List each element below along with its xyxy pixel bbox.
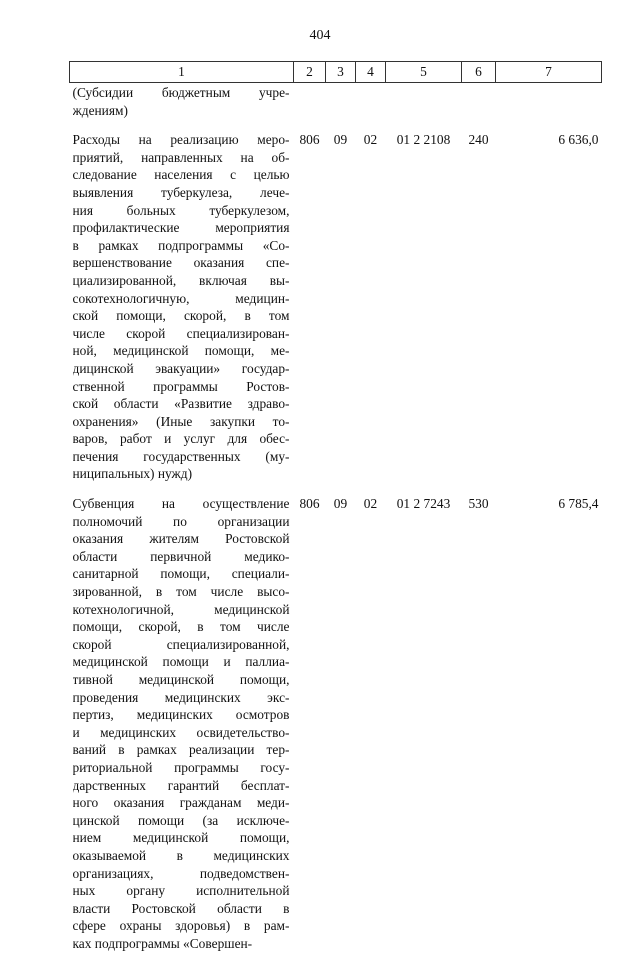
- cell-section: 09: [333, 496, 348, 512]
- cell-amount: 6 785,4: [558, 496, 599, 512]
- text-line: циализированной, включая вы-: [72, 272, 290, 288]
- column-header-7: 7: [496, 62, 602, 83]
- table-row: [70, 119, 602, 483]
- text-line: ждениям): [72, 102, 128, 118]
- text-line: сфере охраны здоровья) в рам-: [72, 918, 290, 934]
- page-number: 404: [309, 28, 331, 43]
- text-line: следование населения с целью: [72, 167, 290, 183]
- cell-subsection: 02: [363, 496, 378, 512]
- table-row: [70, 483, 602, 952]
- text-line: и медицинских освидетельство-: [72, 724, 290, 740]
- text-line: зированной, в том числе высо-: [72, 584, 290, 600]
- text-line: приятий, направленных на об-: [72, 149, 290, 165]
- text-line: полномочий по организации: [72, 513, 290, 529]
- cell-amount: [496, 83, 602, 120]
- column-header-3: 3: [326, 62, 356, 83]
- row-description: [70, 83, 294, 120]
- text-line: ния больных туберкулезом,: [72, 202, 290, 218]
- text-line: помощи, скорой, в том числе: [72, 619, 290, 635]
- text-line: охранения» (Иные закупки то-: [72, 413, 290, 429]
- column-header-1: 1: [70, 62, 294, 83]
- cell-section: 09: [333, 132, 348, 148]
- cell-ministry-code: [294, 83, 326, 120]
- budget-table: [69, 61, 602, 953]
- text-line: организациях, подведомствен-: [72, 865, 290, 881]
- text-line: скорой специализированной,: [72, 636, 290, 652]
- cell-expense-type: 530: [468, 496, 489, 512]
- text-line: (Субсидии бюджетным учре-: [72, 85, 290, 100]
- cell-subsection: [356, 83, 386, 120]
- text-line: оказываемой в медицинских: [72, 847, 290, 863]
- text-line: ственной программы Ростов-: [72, 378, 290, 394]
- cell-ministry-code: 806: [299, 496, 320, 512]
- cell-subsection: 02: [363, 132, 378, 148]
- text-line: ниципальных) нужд): [72, 466, 193, 482]
- text-line: ных органу исполнительной: [72, 883, 290, 899]
- cell-amount: 6 636,0: [558, 132, 599, 148]
- text-line: дицинской эвакуации» государ-: [72, 360, 290, 376]
- table-row: [70, 83, 602, 120]
- text-line: власти Ростовской области в: [72, 900, 290, 916]
- cell-target-article: 01 2 7243: [396, 496, 451, 512]
- text-line: котехнологичной, медицинской: [72, 601, 290, 617]
- column-header-5: 5: [386, 62, 462, 83]
- cell-ministry-code: 806: [299, 132, 320, 148]
- text-line: вершенствование оказания спе-: [72, 255, 290, 271]
- text-line: ской помощи, скорой, в том: [72, 308, 290, 324]
- row-description: [70, 483, 294, 952]
- text-line: цинской помощи (за исключе-: [72, 812, 290, 828]
- text-line: ваний в рамках реализации тер-: [72, 742, 290, 758]
- text-line: числе скорой специализирован-: [72, 325, 290, 341]
- cell-section: [326, 83, 356, 120]
- row-description: [70, 119, 294, 483]
- text-line: санитарной помощи, специали-: [72, 566, 290, 582]
- cell-expense-type: [462, 83, 496, 120]
- text-line: ной, медицинской помощи, ме-: [72, 343, 290, 359]
- cell-target-article: [386, 83, 462, 120]
- text-line: ках подпрограммы «Совершен-: [72, 935, 253, 951]
- text-line: ской области «Развитие здраво-: [72, 396, 290, 412]
- text-line: Субвенция на осуществление: [72, 496, 290, 512]
- text-line: печения государственных (му-: [72, 448, 290, 464]
- column-header-6: 6: [462, 62, 496, 83]
- text-line: профилактические мероприятия: [72, 220, 290, 236]
- text-line: тивной медицинской помощи,: [72, 672, 290, 687]
- cell-expense-type: 240: [468, 132, 489, 148]
- text-line: Расходы на реализацию меро-: [72, 132, 290, 148]
- text-line: проведения медицинских экс-: [72, 689, 290, 705]
- cell-target-article: 01 2 2108: [396, 132, 451, 148]
- text-line: оказания жителям Ростовской: [72, 531, 290, 547]
- column-header-2: 2: [294, 62, 326, 83]
- table-header-row: [70, 62, 602, 83]
- text-line: медицинской помощи и паллиа-: [72, 654, 290, 670]
- text-line: пертиз, медицинских осмотров: [72, 707, 290, 723]
- text-line: ного оказания гражданам меди-: [72, 795, 290, 811]
- text-line: дарственных гарантий бесплат-: [72, 777, 290, 793]
- text-line: сокотехнологичную, медицин-: [72, 290, 290, 306]
- text-line: в рамках подпрограммы «Со-: [72, 237, 290, 253]
- text-line: области первичной медико-: [72, 548, 290, 564]
- text-line: нием медицинской помощи,: [72, 830, 290, 846]
- text-line: риториальной программы госу-: [72, 759, 290, 775]
- text-line: варов, работ и услуг для обес-: [72, 431, 290, 447]
- column-header-4: 4: [356, 62, 386, 83]
- text-line: выявления туберкулеза, лече-: [72, 184, 290, 200]
